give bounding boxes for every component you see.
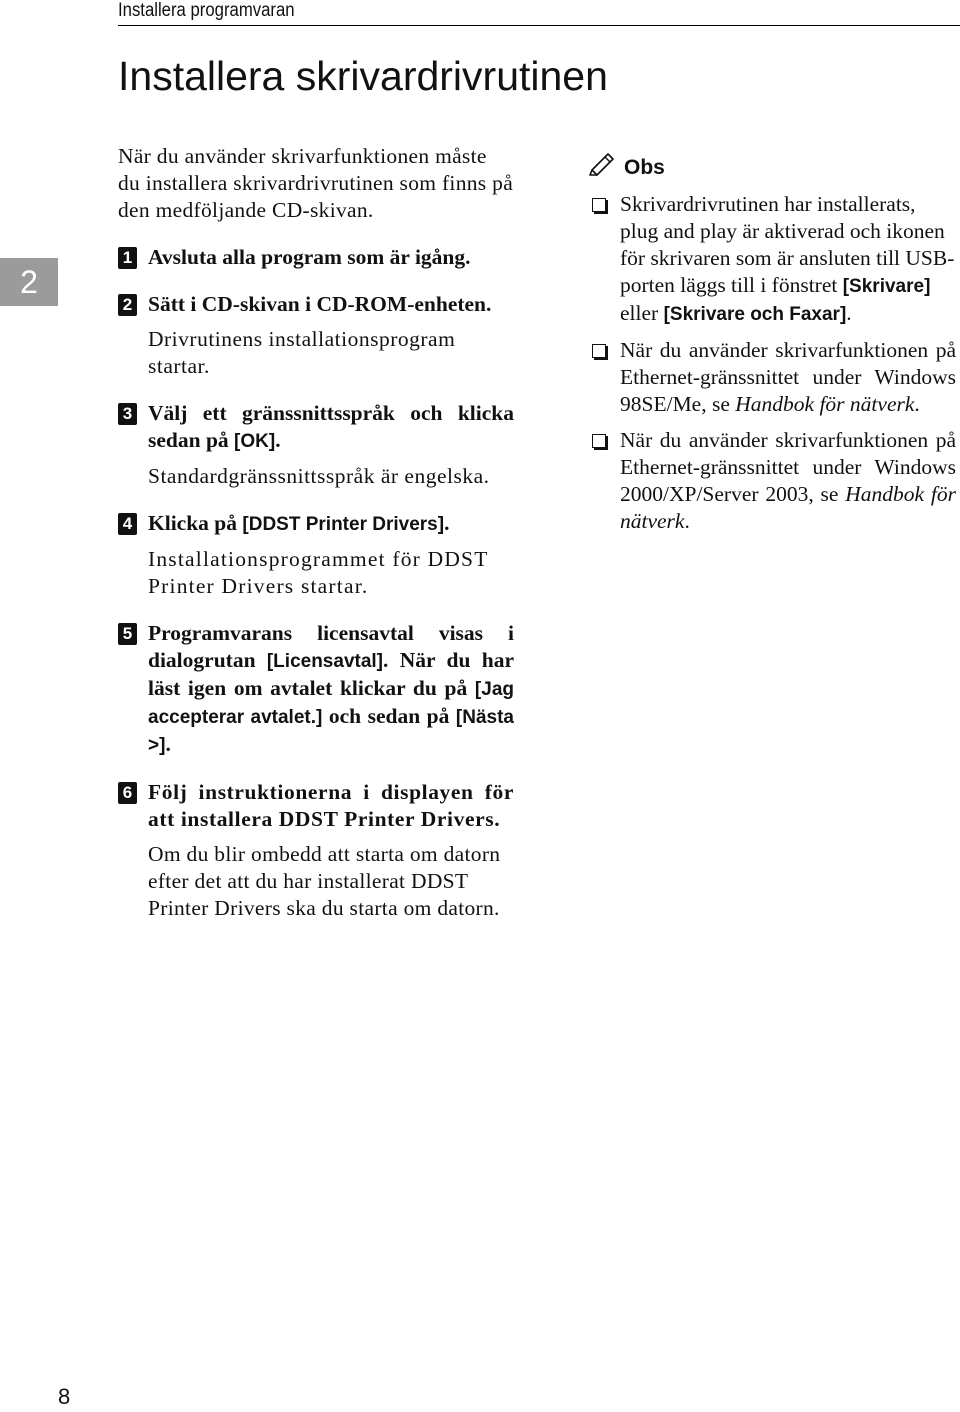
step-6 xyxy=(118,779,514,922)
obs-heading xyxy=(588,150,956,185)
step-4-title xyxy=(148,510,514,538)
step-4-text-end: . xyxy=(444,511,450,535)
obs-label: Obs xyxy=(624,155,665,179)
obs-item-3 xyxy=(588,427,956,535)
step-number-6: 6 xyxy=(118,782,137,804)
obs-item-2-text xyxy=(620,337,956,418)
ok-button-reference: [OK] xyxy=(234,431,276,452)
checkbox-bullet-icon xyxy=(592,344,606,358)
step-number-5: 5 xyxy=(118,623,137,645)
step-5 xyxy=(118,620,514,759)
licensavtal-reference: [Licensavtal] xyxy=(266,651,384,672)
ddst-printer-drivers-reference: [DDST Printer Drivers] xyxy=(242,514,445,535)
next-button-reference: [Nästa >] xyxy=(148,707,514,756)
page-number: 8 xyxy=(58,1384,71,1409)
step-4 xyxy=(118,510,514,600)
step-3-title xyxy=(148,400,514,455)
obs-item-2 xyxy=(588,337,956,418)
checkbox-bullet-icon xyxy=(592,198,606,212)
checkbox-bullet-icon xyxy=(592,434,606,448)
step-2 xyxy=(118,291,514,380)
intro-paragraph: När du använder skrivarfunktionen måste du installera skrivardrivrutinen som finns på den medföljande CD-skivan. xyxy=(118,144,514,222)
step-number-1: 1 xyxy=(118,247,137,269)
step-3-text: Välj ett gränssnittsspråk och klicka sedan på xyxy=(148,401,514,452)
chapter-tab: 2 xyxy=(0,258,58,306)
left-column xyxy=(118,143,514,942)
step-4-text: Klicka på xyxy=(148,511,243,535)
step-3-text-end: . xyxy=(275,428,281,452)
step-1-title: Avsluta alla program som är igång. xyxy=(148,245,471,269)
step-3-note: Standardgränssnittsspråk är engelska. xyxy=(148,464,490,488)
step-6-title: Följ instruktionerna i displayen för att installera DDST Printer Drivers. xyxy=(148,780,514,831)
skrivare-och-faxar-reference: [Skrivare och Faxar] xyxy=(663,304,847,325)
obs-1-text-1: Skrivardrivrutinen har installerats, plug and play är aktiverad och ikonen för skrivaren som är ansluten till USB-porten läggs till i fönstret xyxy=(620,192,955,297)
obs-2-text: När du använder skrivarfunktionen på Ethernet-gränssnittet under Windows 98SE/Me, se xyxy=(620,338,956,416)
step-5-text-4: . xyxy=(165,732,171,756)
step-1 xyxy=(118,244,514,271)
pencil-icon xyxy=(588,150,618,185)
obs-item-1-text xyxy=(620,191,956,328)
step-5-text-2: . När du har läst igen om avtalet klickar du på xyxy=(148,648,514,700)
step-5-text-3: och sedan på xyxy=(322,704,456,728)
step-number-4: 4 xyxy=(118,513,137,535)
accept-agreement-reference: [Jag accepterar avtalet.] xyxy=(148,679,514,728)
obs-item-1 xyxy=(588,191,956,328)
page-title: Installera skrivardrivrutinen xyxy=(118,53,608,99)
step-4-note: Installationsprogrammet för DDST Printer Drivers startar. xyxy=(148,547,489,598)
step-2-title: Sätt i CD-skivan i CD-ROM-enheten. xyxy=(148,292,492,316)
step-3 xyxy=(118,400,514,490)
step-6-note: Om du blir ombedd att starta om datorn efter det att du har installerat DDST Printer Drivers ska du starta om datorn. xyxy=(148,842,501,920)
obs-box xyxy=(588,150,956,535)
skrivare-reference: [Skrivare] xyxy=(842,276,931,297)
step-5-text-1: Programvarans licensavtal visas i dialogrutan xyxy=(148,621,514,672)
step-5-title xyxy=(148,620,514,759)
obs-3-end: . xyxy=(684,509,690,533)
obs-1-text-2: eller xyxy=(620,301,664,325)
network-guide-reference: Handbok för nätverk xyxy=(735,392,915,416)
step-2-note: Drivrutinens installationsprogram startar. xyxy=(148,327,456,378)
obs-item-3-text xyxy=(620,427,956,535)
step-number-2: 2 xyxy=(118,294,137,316)
header-rule xyxy=(118,25,960,26)
running-header: Installera programvaran xyxy=(118,0,295,21)
obs-2-end: . xyxy=(914,392,920,416)
obs-1-text-3: . xyxy=(846,301,852,325)
obs-3-text: När du använder skrivarfunktionen på Ethernet-gränssnittet under Windows 2000/XP/Server 2003, se xyxy=(620,428,956,506)
step-number-3: 3 xyxy=(118,403,137,425)
network-guide-reference: Handbok för nätverk xyxy=(620,482,956,533)
